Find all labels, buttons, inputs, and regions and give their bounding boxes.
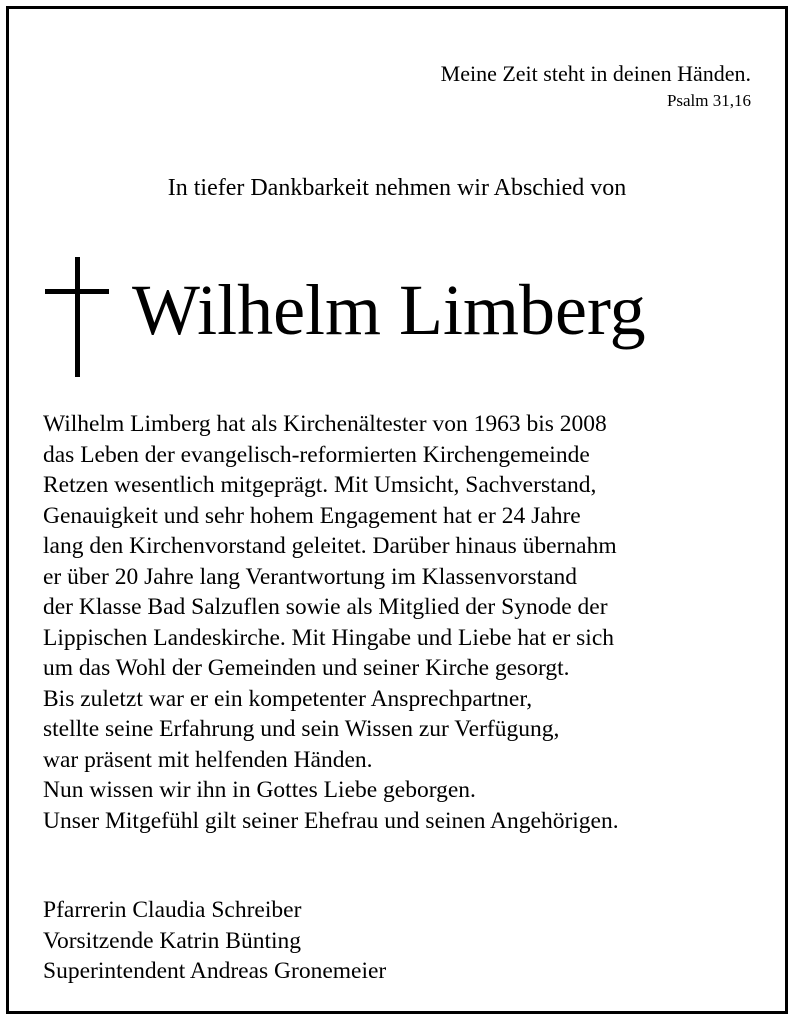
signatories [43, 895, 386, 987]
body-line: er über 20 Jahre lang Verantwortung im Klassenvorstand [43, 563, 578, 590]
body-line: war präsent mit helfenden Händen. [43, 746, 373, 773]
bible-verse [441, 59, 751, 113]
signatory: Pfarrerin Claudia Schreiber [43, 897, 302, 923]
verse-reference: Psalm 31,16 [666, 91, 751, 110]
body-line: Retzen wesentlich mitgeprägt. Mit Umsicht, Sachverstand, [43, 472, 597, 498]
deceased-name: Wilhelm Limberg [132, 270, 646, 350]
body-line: Bis zuletzt war er ein kompetenter Ansprechpartner, [43, 685, 533, 712]
body-line: um das Wohl der Gemeinden und seiner Kirche gesorgt. [43, 655, 570, 681]
obituary-body [43, 409, 783, 836]
cross-icon [45, 257, 109, 377]
signatory: Superintendent Andreas Gronemeier [43, 958, 387, 984]
body-line: Genauigkeit und sehr hohem Engagement hat er 24 Jahre [43, 502, 581, 529]
intro-line: In tiefer Dankbarkeit nehmen wir Abschied von [167, 175, 627, 201]
body-line: der Klasse Bad Salzuflen sowie als Mitglied der Synode der [43, 594, 608, 620]
body-line: lang den Kirchenvorstand geleitet. Darüber hinaus übernahm [43, 533, 617, 559]
body-line: das Leben der evangelisch-reformierten Kirchengemeinde [43, 441, 590, 468]
body-line: Lippischen Landeskirche. Mit Hingabe und Liebe hat er sich [43, 624, 614, 651]
body-line: Wilhelm Limberg hat als Kirchenältester von 1963 bis 2008 [43, 411, 607, 437]
obituary-frame [6, 6, 788, 1014]
body-line: Unser Mitgefühl gilt seiner Ehefrau und seinen Angehörigen. [43, 807, 619, 834]
body-line: Nun wissen wir ihn in Gottes Liebe geborgen. [43, 777, 476, 803]
body-line: stellte seine Erfahrung und sein Wissen zur Verfügung, [43, 716, 560, 742]
signatory: Vorsitzende Katrin Bünting [43, 927, 302, 954]
verse-text: Meine Zeit steht in deinen Händen. [440, 61, 751, 86]
